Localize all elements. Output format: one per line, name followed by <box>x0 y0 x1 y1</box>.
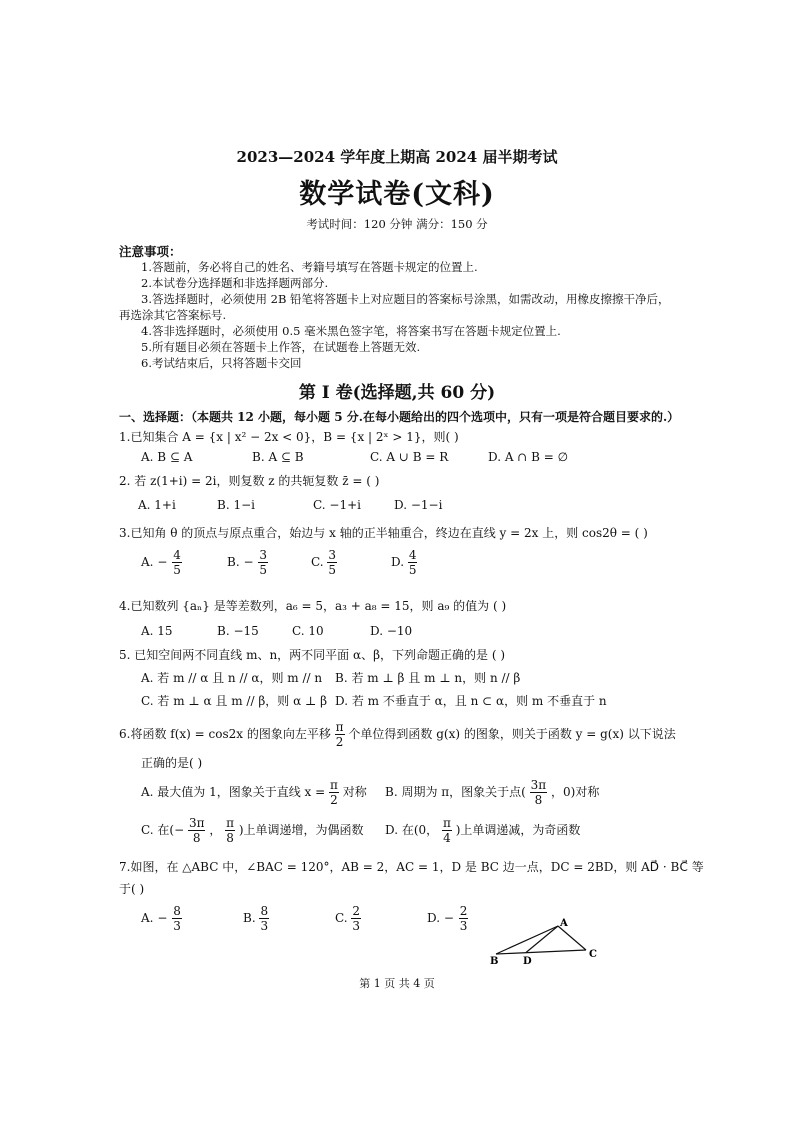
q4-option-a: A. 15 <box>141 624 173 638</box>
option-text: )上单调递减，为奇函数 <box>455 823 581 837</box>
option-text: )上单调递增，为偶函数 <box>238 823 364 837</box>
option-sign: − <box>157 911 168 925</box>
stem-text: 个单位得到函数 g(x) 的图象，则关于函数 y = g(x) 以下说法 <box>348 727 676 741</box>
option-label: C. <box>311 555 324 569</box>
question-3-stem: 3.已知角 θ 的顶点与原点重合，始边与 x 轴的正半轴重合，终边在直线 y = 2x 上，则 cos2θ = ( ) <box>119 526 648 540</box>
numerator: π <box>330 778 338 792</box>
numerator: 4 <box>408 548 417 562</box>
stem-text: 6.将函数 f(x) = cos2x 的图象向左平移 <box>119 727 331 741</box>
option-label: D. <box>427 911 441 925</box>
q4-option-d: D. −10 <box>370 624 413 638</box>
option-text: ，0)对称 <box>551 785 600 799</box>
numerator: π <box>335 720 344 734</box>
option-fraction <box>329 778 339 807</box>
denominator: 8 <box>226 831 234 845</box>
q5-option-b: B. 若 m ⊥ β 且 m ⊥ n，则 n // β <box>335 671 521 685</box>
question-7-stem-cont: 于( ) <box>119 882 145 896</box>
denominator: 4 <box>443 831 451 845</box>
question-7-stem: 7.如图，在 △ABC 中，∠BAC = 120°，AB = 2，AC = 1，D 是 BC 边一点，DC = 2BD，则 AD⃗ · BC⃗ 等 <box>119 860 704 874</box>
numerator: π <box>226 816 235 830</box>
q2-option-a: A. 1+i <box>138 498 176 512</box>
exam-header-line: 2023—2024 学年度上期高 2024 届半期考试 <box>236 148 558 166</box>
label-d: D <box>523 956 532 967</box>
option-sign: − <box>157 555 168 569</box>
section-title: 第 I 卷(选择题,共 60 分) <box>298 383 496 403</box>
option-fraction <box>459 904 469 933</box>
numerator: 8 <box>260 904 269 918</box>
side-ab <box>496 926 558 954</box>
denominator: 5 <box>259 563 267 577</box>
option-fraction <box>327 548 337 577</box>
option-label: D. <box>391 555 405 569</box>
option-fraction <box>258 548 268 577</box>
q7-option-c <box>335 904 361 933</box>
label-b: B <box>490 956 499 967</box>
q6-option-a <box>141 778 367 807</box>
option-text: D. 在(0， <box>385 823 439 837</box>
denominator: 8 <box>534 793 543 807</box>
q6-option-d <box>385 816 580 845</box>
option-fraction <box>351 904 361 933</box>
option-fraction <box>188 816 206 845</box>
q1-option-c: C. A ∪ B = R <box>370 450 449 464</box>
q4-option-c: C. 10 <box>292 624 324 638</box>
question-5-stem: 5. 已知空间两不同直线 m、n，两不同平面 α、β，下列命题正确的是 ( ) <box>119 648 506 662</box>
option-label: A. <box>141 911 154 925</box>
q5-option-d: D. 若 m 不垂直于 α，且 n ⊂ α，则 m 不垂直于 n <box>335 694 607 708</box>
denominator: 5 <box>173 563 181 577</box>
notes-title: 注意事项： <box>119 244 182 259</box>
option-fraction <box>408 548 418 577</box>
option-text: A. 最大值为 1，图象关于直线 x = <box>141 785 326 799</box>
option-fraction <box>530 778 548 807</box>
label-a: A <box>560 918 568 929</box>
question-4-stem: 4.已知数列 {aₙ} 是等差数列，a₆ = 5，a₃ + a₈ = 15，则 a₉ 的值为 ( ) <box>119 599 507 613</box>
numerator: 3π <box>188 816 205 830</box>
option-text: C. 在(− <box>141 823 185 837</box>
denominator: 2 <box>335 735 344 749</box>
stem-fraction <box>335 720 345 749</box>
q1-option-b: B. A ⊆ B <box>252 450 304 464</box>
option-fraction <box>442 816 452 845</box>
section-instruction: 一、选择题：（本题共 12 小题，每小题 5 分.在每小题给出的四个选项中，只有一项是符合题目要求的.） <box>119 410 680 424</box>
denominator: 8 <box>192 831 201 845</box>
q2-option-c: C. −1+i <box>313 498 361 512</box>
numerator: π <box>442 816 451 830</box>
numerator: 2 <box>352 904 361 918</box>
numerator: 8 <box>173 904 181 918</box>
side-ac <box>558 926 586 950</box>
q5-option-a: A. 若 m // α 且 n // α，则 m // n <box>141 671 323 685</box>
q4-option-b: B. −15 <box>217 624 259 638</box>
denominator: 3 <box>352 919 361 933</box>
option-label: B. <box>243 911 256 925</box>
note-item: 2.本试卷分选择题和非选择题两部分. <box>141 276 329 290</box>
numerator: 4 <box>173 548 181 562</box>
numerator: 3 <box>259 548 267 562</box>
q2-option-d: D. −1−i <box>394 498 443 512</box>
segment-ad <box>526 926 558 953</box>
option-fraction <box>259 904 269 933</box>
q1-option-a: A. B ⊆ A <box>141 450 193 464</box>
option-sign: − <box>443 911 454 925</box>
denominator: 3 <box>459 919 468 933</box>
q1-option-d: D. A ∩ B = ∅ <box>488 450 569 464</box>
question-6-stem-cont: 正确的是( ) <box>141 756 203 770</box>
denominator: 5 <box>328 563 337 577</box>
note-item: 6.考试结束后，只将答题卡交回 <box>141 356 302 370</box>
q3-option-c <box>311 548 337 577</box>
question-1-stem: 1.已知集合 A = {x | x² − 2x < 0}，B = {x | 2ˣ > 1}，则( ) <box>119 430 459 444</box>
option-fraction <box>172 548 182 577</box>
q7-option-b <box>243 904 269 933</box>
q7-option-d <box>427 904 468 933</box>
exam-time-score: 考试时间：120 分钟 满分：150 分 <box>306 217 488 231</box>
note-item: 1.答题前，务必将自己的姓名、考籍号填写在答题卡规定的位置上. <box>141 260 478 274</box>
q2-option-b: B. 1−i <box>217 498 255 512</box>
q5-option-c: C. 若 m ⊥ α 且 m // β，则 α ⊥ β <box>141 694 328 708</box>
q7-option-a <box>141 904 182 933</box>
denominator: 2 <box>330 793 338 807</box>
label-c: C <box>589 949 597 960</box>
note-item: 3.答选择题时，必须使用 2B 铅笔将答题卡上对应题目的答案标号涂黑，如需改动，用橡皮擦擦干净后， <box>141 292 670 306</box>
option-text: B. 周期为 π，图象关于点( <box>385 785 526 799</box>
q3-option-b <box>227 548 268 577</box>
option-fraction <box>172 904 182 933</box>
q6-option-b <box>385 778 599 807</box>
numerator: 3 <box>328 548 337 562</box>
denominator: 3 <box>173 919 181 933</box>
option-text: ， <box>209 823 222 837</box>
q3-option-a <box>141 548 182 577</box>
note-item: 5.所有题目必须在答题卡上作答，在试题卷上答题无效. <box>141 340 421 354</box>
option-label: C. <box>335 911 348 925</box>
option-label: B. <box>227 555 240 569</box>
note-item: 4.答非选择题时，必须使用 0.5 毫米黑色签字笔，将答案书写在答题卡规定位置上. <box>141 324 561 338</box>
option-text: 对称 <box>342 785 367 799</box>
page-footer: 第 1 页 共 4 页 <box>359 977 435 990</box>
numerator: 3π <box>530 778 547 792</box>
question-2-stem: 2. 若 z(1+i) = 2i，则复数 z 的共轭复数 z̄ = ( ) <box>119 474 380 488</box>
denominator: 3 <box>260 919 269 933</box>
q3-option-d <box>391 548 417 577</box>
option-fraction <box>225 816 235 845</box>
side-bc <box>496 950 586 954</box>
exam-title: 数学试卷(文科) <box>299 179 495 210</box>
question-6-stem <box>119 720 676 749</box>
triangle-figure <box>486 912 606 968</box>
note-item: 再选涂其它答案标号. <box>119 308 227 322</box>
numerator: 2 <box>459 904 468 918</box>
denominator: 5 <box>408 563 417 577</box>
q6-option-c <box>141 816 364 845</box>
option-label: A. <box>141 555 154 569</box>
option-sign: − <box>243 555 254 569</box>
